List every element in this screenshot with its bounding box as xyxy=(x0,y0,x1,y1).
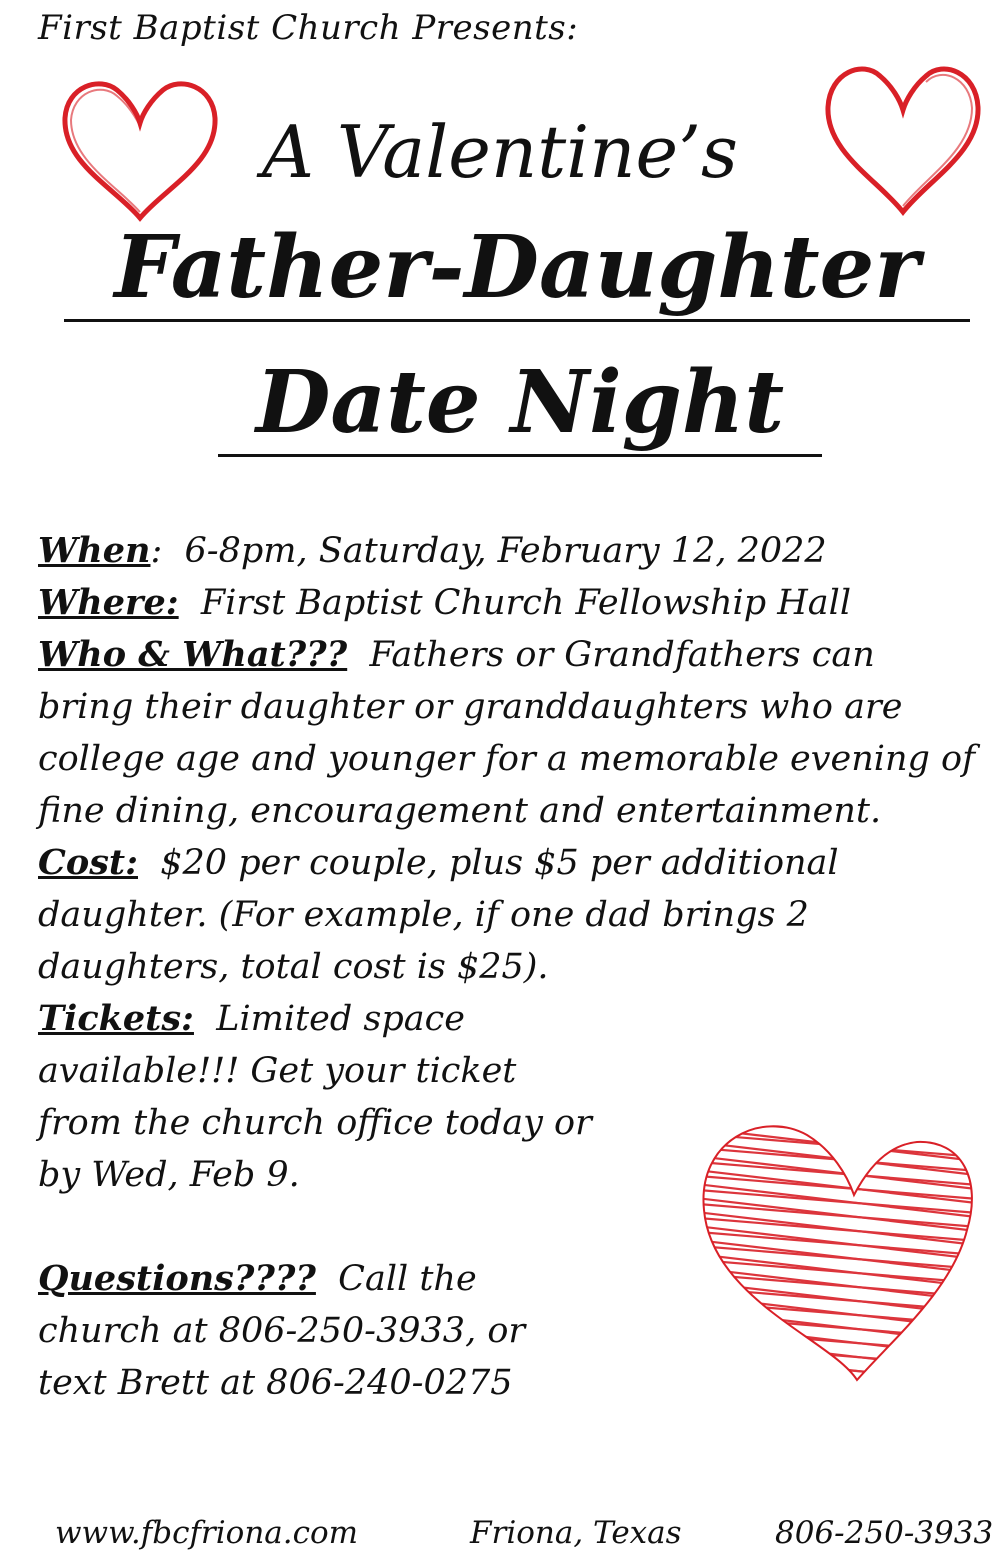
questions-value: Call the church at 806-250-3933, or text Brett at 806-240-0275 xyxy=(38,1259,526,1403)
questions-row xyxy=(38,1253,598,1409)
footer-website: www.fbcfriona.com xyxy=(55,1515,359,1551)
title-line-1: A Valentine’s xyxy=(262,110,738,194)
presenter-line: First Baptist Church Presents: xyxy=(38,8,579,48)
when-value: 6-8pm, Saturday, February 12, 2022 xyxy=(184,531,827,571)
cost-row xyxy=(38,837,978,993)
title-line-2: Father-Daughter xyxy=(64,225,970,322)
scribble-heart-icon xyxy=(682,1090,982,1390)
cost-value: $20 per couple, plus $5 per additional daughter. (For example, if one dad brings 2 daughters, total cost is $25). xyxy=(38,843,839,987)
tickets-label: Tickets: xyxy=(38,998,194,1039)
tickets-row xyxy=(38,993,598,1201)
when-row xyxy=(38,525,978,577)
who-label: Who & What??? xyxy=(38,634,348,675)
when-label: When xyxy=(38,530,151,571)
footer-location: Friona, Texas xyxy=(470,1515,682,1551)
where-value: First Baptist Church Fellowship Hall xyxy=(200,583,852,623)
when-colon: : xyxy=(150,531,163,571)
where-label: Where: xyxy=(38,582,179,623)
who-value: Fathers or Grandfathers can bring their daughter or granddaughters who are college age and younger for a memorable evening of fine dining, encouragement and entertainment. xyxy=(38,635,976,831)
title-line-3: Date Night xyxy=(218,360,822,457)
tickets-value: Limited space available!!! Get your ticket from the church office today or by Wed, Feb 9. xyxy=(38,999,592,1195)
cost-label: Cost: xyxy=(38,842,138,883)
where-row xyxy=(38,577,978,629)
footer-phone: 806-250-3933 xyxy=(775,1515,994,1551)
questions-label: Questions???? xyxy=(38,1258,316,1299)
who-row xyxy=(38,629,978,837)
